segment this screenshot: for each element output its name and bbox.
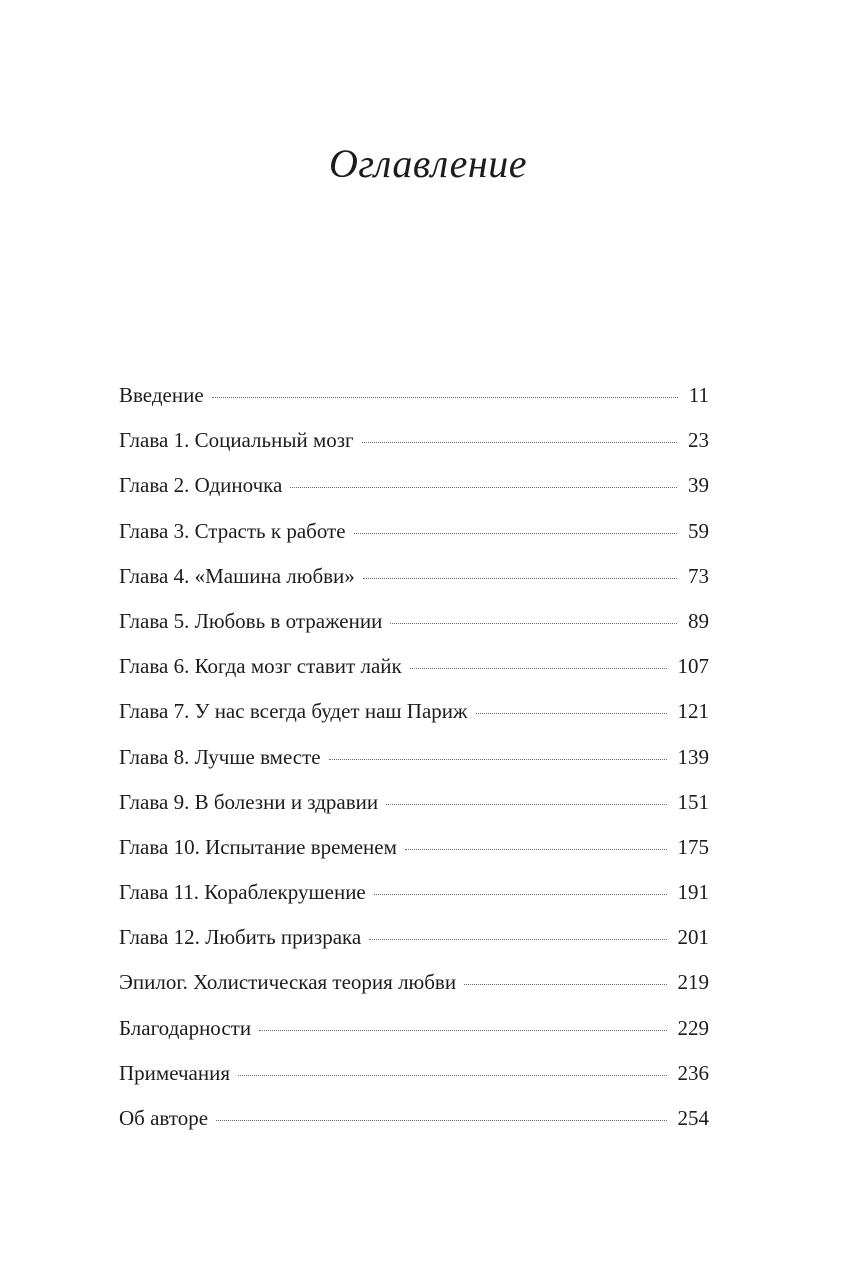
toc-entry-label: Введение (119, 383, 204, 407)
toc-entry-chapter-3 (119, 513, 709, 558)
toc-dot-leader (410, 668, 667, 669)
toc-entry-label: Глава 10. Испытание временем (119, 834, 397, 859)
toc-entry-chapter-9 (119, 784, 709, 829)
toc-entry-chapter-7 (119, 693, 709, 738)
toc-entry-label: Об авторе (119, 1106, 209, 1130)
toc-entry-label: Глава 5. Любовь в отражении (119, 608, 383, 633)
toc-entry-label: Глава 7. У нас всегда будет наш Париж (119, 699, 468, 724)
toc-page-number: 11 (688, 383, 709, 407)
toc-entry-about-author (119, 1100, 709, 1145)
toc-dot-leader (363, 578, 677, 579)
toc-entry-chapter-4 (119, 558, 709, 603)
toc-dot-leader (386, 804, 666, 805)
table-of-contents (119, 377, 709, 1145)
toc-entry-label: Глава 6. Когда мозг ставит лайк (119, 654, 402, 679)
toc-entry-chapter-8 (119, 739, 709, 784)
toc-dot-leader (476, 713, 667, 714)
toc-dot-leader (329, 759, 667, 760)
toc-entry-chapter-12 (119, 919, 709, 964)
toc-entry-chapter-6 (119, 648, 709, 693)
toc-entry-label: Глава 4. «Машина любви» (119, 563, 355, 588)
toc-dot-leader (362, 442, 677, 443)
toc-entry-chapter-10 (119, 829, 709, 874)
toc-dot-leader (238, 1075, 666, 1076)
toc-entry-label: Глава 3. Страсть к работе (119, 518, 346, 543)
toc-entry-label: Глава 8. Лучше вместе (119, 744, 321, 769)
page-title: Оглавление (328, 141, 528, 186)
toc-page-number: 59 (688, 518, 709, 543)
toc-entry-label: Благодарности (119, 1015, 252, 1040)
toc-page-number: 254 (677, 1106, 709, 1130)
toc-entry-label: Глава 11. Кораблекрушение (119, 880, 366, 905)
toc-page-number: 151 (677, 789, 709, 814)
toc-entry-chapter-2 (119, 467, 709, 512)
toc-dot-leader (290, 487, 677, 488)
toc-page-number: 107 (677, 654, 709, 679)
toc-page-number: 219 (677, 970, 709, 995)
toc-page-number: 73 (688, 563, 709, 588)
toc-entry-notes (119, 1055, 709, 1100)
toc-page-number: 201 (677, 925, 709, 950)
toc-entry-acknowledgements (119, 1010, 709, 1055)
toc-page-number: 236 (677, 1060, 709, 1085)
toc-entry-label: Эпилог. Холистическая теория любви (119, 970, 457, 995)
toc-dot-leader (354, 533, 677, 534)
toc-entry-label: Примечания (119, 1060, 231, 1085)
toc-dot-leader (216, 1120, 666, 1121)
toc-page-number: 23 (688, 428, 709, 453)
toc-entry-chapter-5 (119, 603, 709, 648)
toc-entry-epilogue (119, 964, 709, 1009)
toc-page-number: 121 (677, 699, 709, 724)
toc-entry-label: Глава 12. Любить призрака (119, 925, 362, 950)
toc-dot-leader (369, 939, 666, 940)
toc-page-number: 39 (688, 473, 709, 498)
toc-dot-leader (405, 849, 667, 850)
toc-entry-label: Глава 1. Социальный мозг (119, 428, 354, 453)
toc-page-number: 175 (677, 834, 709, 859)
toc-page-number: 229 (677, 1015, 709, 1040)
toc-page-number: 89 (688, 608, 709, 633)
toc-dot-leader (374, 894, 667, 895)
toc-dot-leader (390, 623, 677, 624)
toc-dot-leader (259, 1030, 666, 1031)
toc-entry-chapter-1 (119, 422, 709, 467)
toc-dot-leader (464, 984, 666, 985)
toc-entry-chapter-11 (119, 874, 709, 919)
toc-entry-introduction (119, 377, 709, 422)
toc-page-number: 139 (677, 744, 709, 769)
toc-page-number: 191 (677, 880, 709, 905)
toc-entry-label: Глава 2. Одиночка (119, 473, 283, 498)
toc-entry-label: Глава 9. В болезни и здравии (119, 789, 379, 814)
toc-dot-leader (212, 397, 678, 398)
